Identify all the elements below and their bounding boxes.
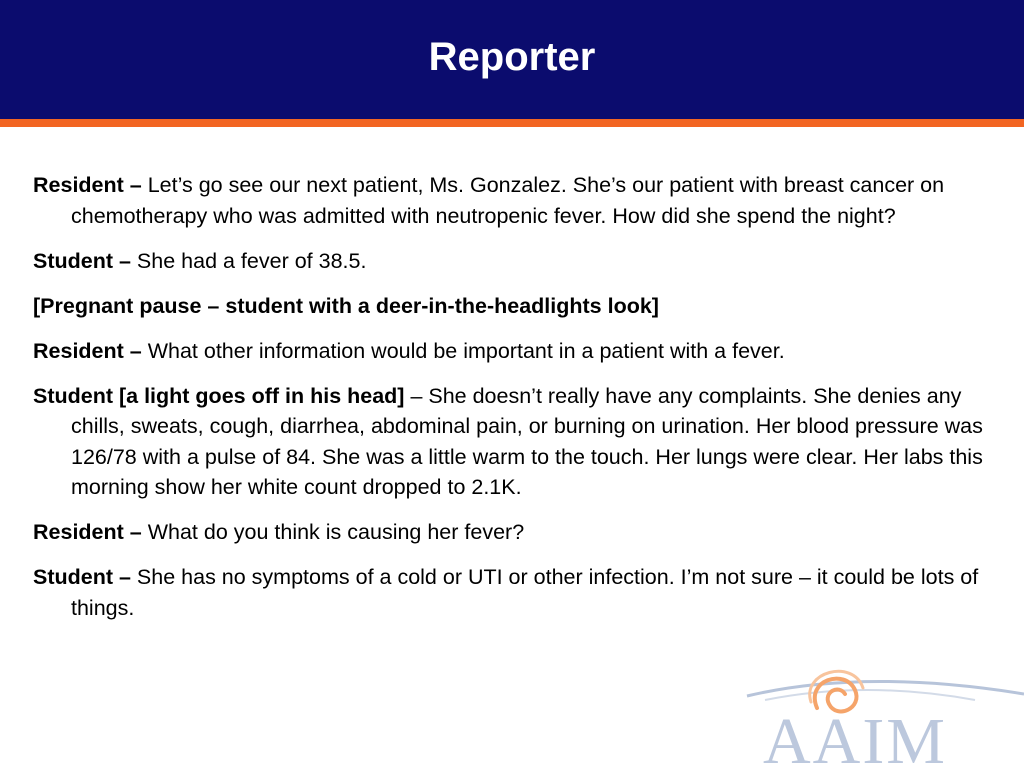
speaker-label: Student – — [33, 248, 131, 273]
speaker-label: Student [a light goes off in his head] — [33, 383, 405, 408]
dialogue-line — [33, 381, 1013, 503]
aaim-logo-graphic — [745, 650, 1024, 768]
header-bar — [0, 0, 1024, 119]
dialogue-line — [33, 517, 1013, 548]
stage-direction-text: [Pregnant pause – student with a deer-in-the-headlights look] — [33, 293, 659, 318]
line-text: She had a fever of 38.5. — [130, 248, 367, 273]
line-text: Let’s go see our next patient, Ms. Gonzalez. She’s our patient with breast cancer on chemotherapy who was admitted with neutropenic fever. How did she spend the night? — [71, 173, 945, 228]
speaker-label: Resident – — [33, 173, 142, 197]
speaker-label: Student – — [33, 565, 131, 589]
slide-title: Reporter — [428, 35, 596, 79]
header-accent-stripe — [0, 119, 1024, 127]
speaker-label: Resident – — [33, 520, 142, 544]
line-text: What do you think is causing her fever? — [141, 520, 525, 544]
line-text: She has no symptoms of a cold or UTI or other infection. I’m not sure – it could be lots of things. — [71, 565, 979, 620]
logo-arc-inner-icon — [765, 690, 975, 700]
dialogue-line — [33, 336, 1013, 367]
dialogue-line — [33, 246, 1013, 277]
speaker-label: Resident – — [33, 338, 142, 363]
dialogue-line — [33, 562, 1013, 623]
aaim-logo — [745, 650, 1024, 768]
line-text: – She doesn’t really have any complaints. She denies any chills, sweats, cough, diarrhea, abdominal pain, or burning on urination. Her blood pressure was 126/78 with a pulse of 84. She was a little warm to the touch. Her lungs were clear. Her labs this morning show her white count dropped to 2.1K. — [71, 383, 983, 499]
stage-direction — [33, 291, 1013, 322]
line-text: What other information would be important in a patient with a fever. — [141, 338, 785, 363]
logo-wordmark: AAIM — [763, 705, 947, 768]
logo-arc-icon — [747, 681, 1024, 696]
dialogue-content — [33, 170, 1013, 638]
dialogue-line — [33, 170, 1013, 231]
